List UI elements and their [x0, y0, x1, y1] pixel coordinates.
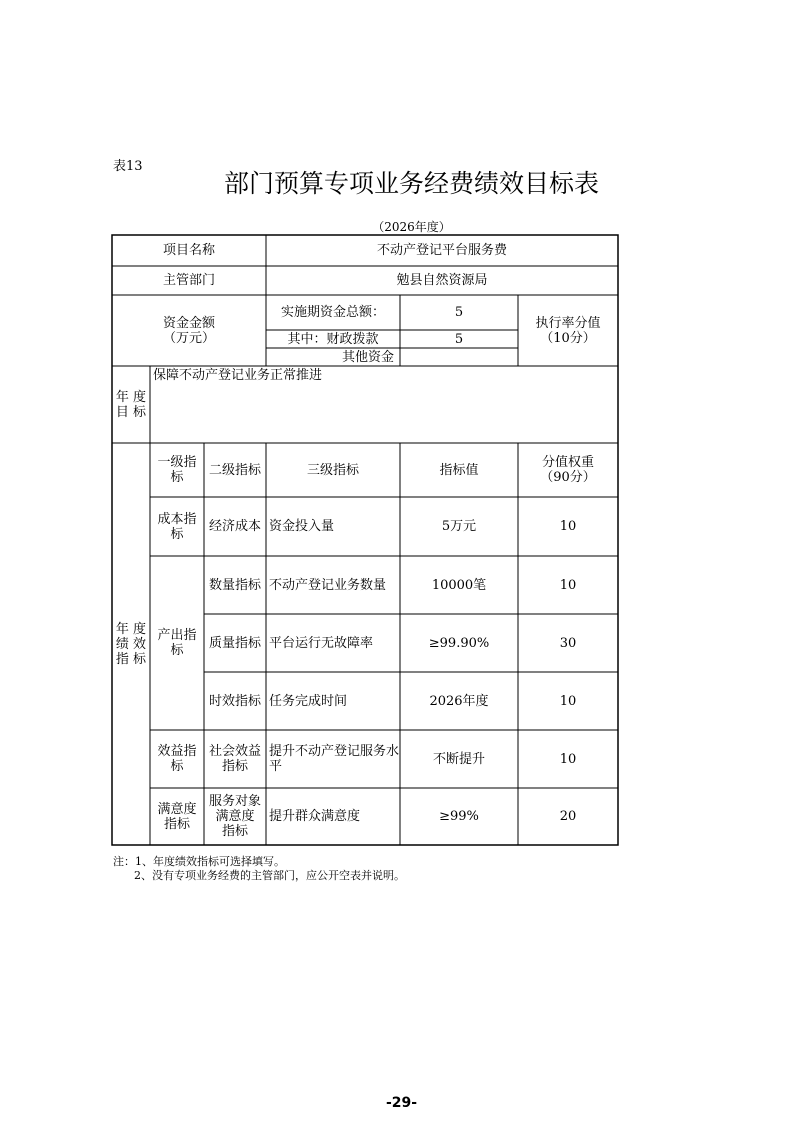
header-level2: 二级指标	[208, 462, 261, 478]
project-name-label: 项目名称	[162, 243, 215, 258]
funds-label: 资金金额 （万元）	[162, 315, 215, 346]
funds-fiscal-label: 其中：财政拨款	[287, 331, 379, 347]
row-level3: 平台运行无故障率	[269, 635, 374, 651]
header-weight: 分值权重 （90分）	[540, 455, 596, 485]
row-weight: 30	[559, 635, 577, 651]
row-level2: 时效指标	[208, 693, 261, 709]
row-value: ≥99%	[439, 809, 479, 824]
row-weight: 10	[559, 577, 577, 593]
group-satisfaction: 满意度 指标	[157, 801, 197, 832]
row-weight: 10	[559, 751, 577, 767]
notes	[113, 855, 405, 883]
funds-total-label: 实施期资金总额：	[280, 305, 385, 320]
table-number: 表13	[113, 159, 143, 174]
note-1: 注：1、年度绩效指标可选择填写。	[113, 855, 285, 868]
annual-goal-text: 保障不动产登记业务正常推进	[153, 368, 323, 383]
group-cost: 成本指 标	[157, 511, 197, 542]
year-label: （2026年度）	[372, 220, 451, 234]
row-value: 2026年度	[429, 693, 489, 709]
row-level2: 数量指标	[208, 577, 261, 593]
page-title: 部门预算专项业务经费绩效目标表	[223, 169, 599, 198]
group-benefit: 效益指 标	[157, 744, 197, 774]
row-level3: 资金投入量	[269, 519, 335, 534]
funds-other-label: 其他资金	[341, 349, 394, 365]
funds-total-value: 5	[454, 305, 464, 320]
row-value: ≥99.90%	[428, 635, 490, 651]
header-level3: 三级指标	[306, 462, 359, 478]
group-output: 产出指 标	[157, 628, 197, 658]
row-value: 10000笔	[431, 577, 487, 593]
header-level1: 一级指 标	[157, 455, 197, 485]
row-level2: 社会效益 指标	[208, 744, 261, 774]
performance-indicators-label: 年 度 绩 效 指 标	[115, 621, 147, 667]
row-level2: 质量指标	[208, 635, 261, 651]
project-name-value: 不动产登记平台服务费	[376, 243, 507, 258]
header-value: 指标值	[439, 462, 479, 478]
row-weight: 20	[559, 809, 577, 824]
row-level2: 服务对象 满意度 指标	[208, 794, 261, 839]
row-weight: 10	[559, 519, 577, 534]
page-number: -29-	[385, 1095, 418, 1111]
execution-score-label: 执行率分值 （10分）	[535, 315, 601, 346]
row-level3: 提升不动产登记服务水平	[269, 744, 400, 774]
row-value: 不断提升	[432, 751, 485, 767]
department-label: 主管部门	[162, 273, 215, 288]
row-level3: 提升群众满意度	[269, 809, 361, 824]
funds-other-value	[400, 348, 518, 366]
row-level3: 不动产登记业务数量	[269, 577, 387, 593]
row-weight: 10	[559, 693, 577, 709]
annual-goal-label: 年 度 目 标	[115, 389, 147, 420]
row-level2: 经济成本	[208, 519, 261, 534]
row-level3: 任务完成时间	[269, 693, 348, 709]
funds-fiscal-value: 5	[454, 331, 464, 347]
row-value: 5万元	[441, 519, 477, 534]
department-value: 勉县自然资源局	[396, 273, 488, 288]
note-2: 2、没有专项业务经费的主管部门，应公开空表并说明。	[134, 869, 405, 882]
